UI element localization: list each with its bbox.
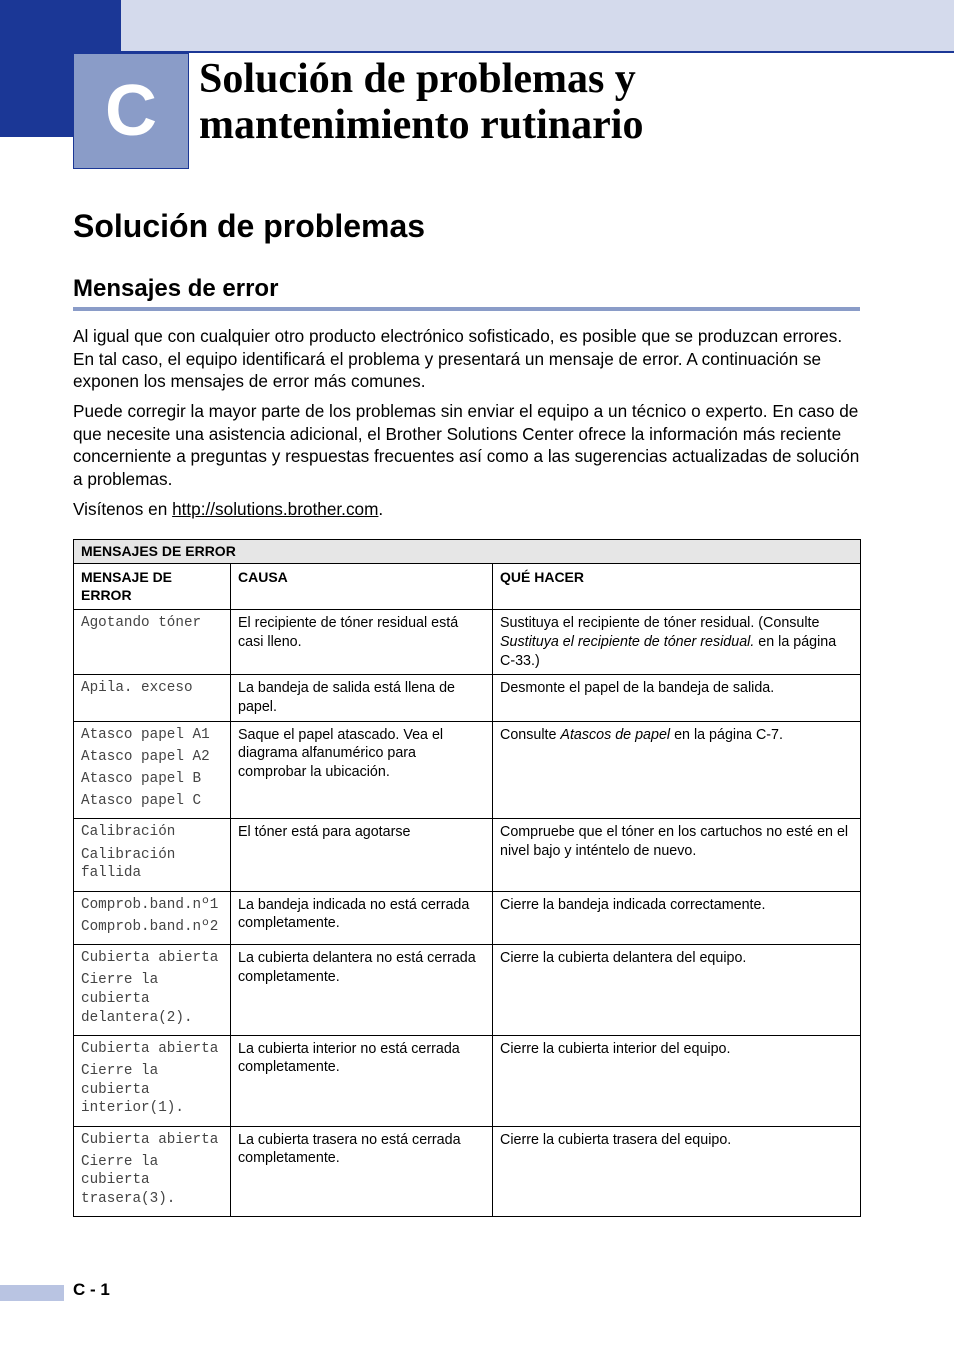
error-message-cell xyxy=(74,721,231,819)
table-row xyxy=(74,721,861,819)
action-cell xyxy=(493,675,861,721)
error-message-line: Comprob.band.nº1 xyxy=(81,896,219,913)
error-message-line: Atasco papel A2 xyxy=(81,748,210,765)
action-cell xyxy=(493,891,861,944)
error-message-cell xyxy=(74,1126,231,1217)
error-message-line: Cubierta abierta xyxy=(81,949,219,966)
error-message-cell xyxy=(74,891,231,944)
visit-paragraph xyxy=(73,498,863,521)
action-cell xyxy=(493,721,861,819)
cause-cell: El recipiente de tóner residual está casi lleno. xyxy=(231,610,493,675)
chapter-title xyxy=(199,56,899,148)
error-message-line: Calibración fallida xyxy=(81,846,176,882)
error-message-cell xyxy=(74,610,231,675)
header-message: MENSAJE DE ERROR xyxy=(74,563,231,609)
action-pre: Cierre la bandeja indicada correctamente. xyxy=(500,896,766,913)
action-em: Atascos de papel xyxy=(560,726,671,743)
subsection-rule xyxy=(73,307,860,311)
header-rule xyxy=(121,51,954,53)
error-messages-table xyxy=(73,539,861,1217)
cause-cell: La cubierta trasera no está cerrada completamente. xyxy=(231,1126,493,1217)
error-message-line: Comprob.band.nº2 xyxy=(81,918,219,935)
support-paragraph: Puede corregir la mayor parte de los problemas sin enviar el equipo a un técnico o experto. En caso de que necesite una asistencia adicional, el Brother Solutions Center ofrece la información más reciente concerniente a preguntas y respuestas frecuentes así como a las sugerencias actualizadas de solución a problemas. xyxy=(73,401,860,489)
header-band xyxy=(0,0,954,52)
error-message-line: Cierre la cubierta interior(1). xyxy=(81,1062,184,1117)
error-message-line: Calibración xyxy=(81,824,176,841)
action-post: en la página C-33.) xyxy=(500,633,837,669)
action-post: en la página C-7. xyxy=(670,726,783,743)
action-pre: Cierre la cubierta trasera del equipo. xyxy=(500,1131,732,1148)
table-row xyxy=(74,819,861,891)
page-number: C - 1 xyxy=(73,1280,110,1299)
table-row xyxy=(74,1035,861,1126)
error-message-cell xyxy=(74,944,231,1035)
table-caption-row xyxy=(74,540,861,564)
action-pre: Compruebe que el tóner en los cartuchos no esté en el nivel bajo y inténtelo de nuevo. xyxy=(500,824,849,860)
header-action: QUÉ HACER xyxy=(493,563,861,609)
header-cause: CAUSA xyxy=(231,563,493,609)
solutions-link[interactable]: http://solutions.brother.com xyxy=(172,499,379,519)
action-pre: Cierre la cubierta interior del equipo. xyxy=(500,1040,731,1057)
cause-cell: La cubierta interior no está cerrada completamente. xyxy=(231,1035,493,1126)
error-message-cell xyxy=(74,1035,231,1126)
table-caption: MENSAJES DE ERROR xyxy=(74,540,861,564)
cause-cell: La cubierta delantera no está cerrada completamente. xyxy=(231,944,493,1035)
action-cell xyxy=(493,1035,861,1126)
action-pre: Consulte xyxy=(500,726,561,743)
table-row xyxy=(74,610,861,675)
table-row xyxy=(74,675,861,721)
cause-cell: El tóner está para agotarse xyxy=(231,819,493,891)
cause-cell: Saque el papel atascado. Vea el diagrama alfanumérico para comprobar la ubicación. xyxy=(231,721,493,819)
section-title: Solución de problemas xyxy=(73,208,426,244)
error-message-cell xyxy=(74,819,231,891)
action-cell xyxy=(493,944,861,1035)
action-pre: Sustituya el recipiente de tóner residual. (Consulte xyxy=(500,615,820,632)
error-message-cell xyxy=(74,675,231,721)
error-message-line: Atasco papel B xyxy=(81,771,202,788)
action-cell xyxy=(493,819,861,891)
table-row xyxy=(74,944,861,1035)
footer-bar xyxy=(0,1285,64,1301)
action-pre: Desmonte el papel de la bandeja de salida. xyxy=(500,680,775,697)
subsection-title: Mensajes de error xyxy=(73,275,279,302)
table-row xyxy=(74,1126,861,1217)
action-cell xyxy=(493,1126,861,1217)
error-message-line: Atasco papel A1 xyxy=(81,726,210,743)
action-cell xyxy=(493,610,861,675)
action-em: Sustituya el recipiente de tóner residual. xyxy=(500,633,755,650)
table-row xyxy=(74,891,861,944)
error-message-line: Cubierta abierta xyxy=(81,1040,219,1057)
error-message-line: Atasco papel C xyxy=(81,793,202,810)
error-message-line: Agotando tóner xyxy=(81,615,202,632)
intro-paragraph: Al igual que con cualquier otro producto electrónico sofisticado, es posible que se produzcan errores. En tal caso, el equipo identificará el problema y presentará un mensaje de error. A continuación se exponen los mensajes de error más comunes. xyxy=(73,326,843,391)
chapter-title-line2: mantenimiento rutinario xyxy=(199,102,644,148)
error-message-line: Cierre la cubierta delantera(2). xyxy=(81,972,193,1026)
table-header-row xyxy=(74,563,861,609)
visit-suffix: . xyxy=(378,499,384,519)
cause-cell: La bandeja de salida está llena de papel. xyxy=(231,675,493,721)
error-message-line: Apila. exceso xyxy=(81,680,193,697)
error-message-line: Cierre la cubierta trasera(3). xyxy=(81,1153,176,1208)
error-message-line: Cubierta abierta xyxy=(81,1131,219,1148)
chapter-title-line1: Solución de problemas y xyxy=(199,56,636,102)
action-pre: Cierre la cubierta delantera del equipo. xyxy=(500,949,747,966)
chapter-letter-box: C xyxy=(73,53,189,169)
cause-cell: La bandeja indicada no está cerrada completamente. xyxy=(231,891,493,944)
visit-prefix: Visítenos en xyxy=(73,499,173,519)
